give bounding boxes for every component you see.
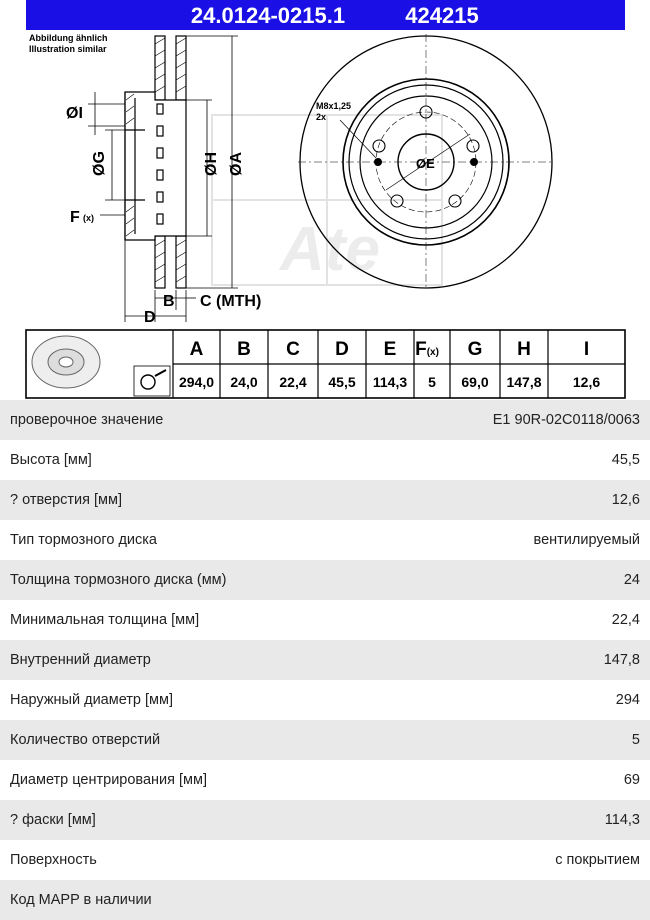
spec-value: вентилируемый: [533, 532, 640, 548]
spec-value: 114,3: [604, 812, 640, 828]
spec-value: 69: [623, 772, 640, 788]
note-en: Illustration similar: [29, 44, 107, 54]
spec-label: Поверхность: [10, 852, 97, 868]
spec-value: 12,6: [611, 492, 640, 508]
dim-header-i: I: [583, 339, 590, 360]
technical-drawing: [0, 0, 650, 400]
spec-label: ? фаски [мм]: [10, 812, 96, 828]
ref-number: 424215: [405, 3, 479, 28]
dim-value-b: 24,0: [230, 374, 258, 390]
dim-value-f: 5: [428, 374, 436, 390]
spec-label: Тип тормозного диска: [10, 532, 157, 548]
label-a: ØA: [228, 152, 245, 176]
spec-row: [0, 680, 650, 720]
spec-row: [0, 640, 650, 680]
dim-value-i: 12,6: [572, 374, 601, 390]
spec-row: [0, 480, 650, 520]
dim-value-d: 45,5: [328, 374, 356, 390]
dimension-table: [26, 330, 625, 398]
wrench-icon: [134, 366, 170, 396]
disc-thumbnail-icon: [32, 336, 100, 388]
spec-value: 45,5: [611, 452, 640, 468]
label-e: ØE: [416, 156, 435, 171]
dim-value-e: 114,3: [372, 374, 408, 390]
dim-header-f-suffix: (x): [426, 347, 439, 358]
label-thread: M8x1,25: [316, 101, 352, 111]
watermark-brand: Ate: [280, 215, 380, 284]
spec-label: Количество отверстий: [10, 732, 161, 748]
dim-header-a: A: [189, 339, 204, 360]
spec-row: [0, 440, 650, 480]
spec-value: с покрытием: [555, 852, 640, 868]
dim-value-c: 22,4: [279, 374, 307, 390]
spec-row: [0, 800, 650, 840]
note-de: Abbildung ähnlich: [29, 33, 108, 43]
label-b: B: [163, 293, 175, 310]
spec-value: 24: [623, 572, 640, 588]
spec-value: 22,4: [611, 612, 640, 628]
dim-header-e: E: [383, 339, 397, 360]
spec-value: 147,8: [603, 652, 640, 668]
label-d: D: [144, 309, 156, 326]
dim-value-h: 147,8: [506, 374, 542, 390]
label-i: ØI: [66, 105, 83, 122]
spec-label: Высота [мм]: [10, 452, 92, 468]
dim-header-g: G: [467, 339, 483, 360]
label-f-x: (x): [83, 213, 94, 223]
spec-label: проверочное значение: [10, 412, 164, 428]
spec-label: Толщина тормозного диска (мм): [10, 572, 227, 588]
dim-header-d: D: [335, 339, 349, 360]
label-thread-count: 2x: [316, 112, 327, 122]
label-f: F: [70, 209, 80, 226]
spec-label: Минимальная толщина [мм]: [10, 612, 200, 628]
spec-row: [0, 760, 650, 800]
dim-header-b: B: [237, 339, 251, 360]
part-number: 24.0124-0215.1: [190, 3, 346, 28]
spec-row: [0, 600, 650, 640]
spec-label: Код MAPP в наличии: [10, 892, 152, 908]
spec-row: [0, 560, 650, 600]
label-h: ØH: [203, 152, 220, 176]
dim-value-g: 69,0: [461, 374, 489, 390]
dim-header-f: F(x): [415, 339, 439, 360]
spec-value: 5: [631, 732, 640, 748]
spec-value: E1 90R-02C0118/0063: [492, 412, 640, 428]
spec-row: [0, 720, 650, 760]
spec-label: ? отверстия [мм]: [10, 492, 123, 508]
spec-row: [0, 880, 650, 920]
spec-label: Внутренний диаметр: [10, 652, 151, 668]
spec-label: Наружный диаметр [мм]: [10, 692, 174, 708]
dim-header-h: H: [517, 339, 531, 360]
label-g: ØG: [91, 151, 108, 176]
dim-value-a: 294,0: [178, 374, 215, 390]
spec-row: [0, 520, 650, 560]
disc-section-view: [125, 36, 238, 288]
dim-header-c: C: [286, 339, 300, 360]
spec-table: [0, 400, 650, 920]
spec-row: [0, 400, 650, 440]
spec-row: [0, 840, 650, 880]
label-c: C (MTH): [200, 293, 262, 310]
spec-label: Диаметр центрирования [мм]: [10, 772, 208, 788]
spec-value: 294: [615, 692, 640, 708]
